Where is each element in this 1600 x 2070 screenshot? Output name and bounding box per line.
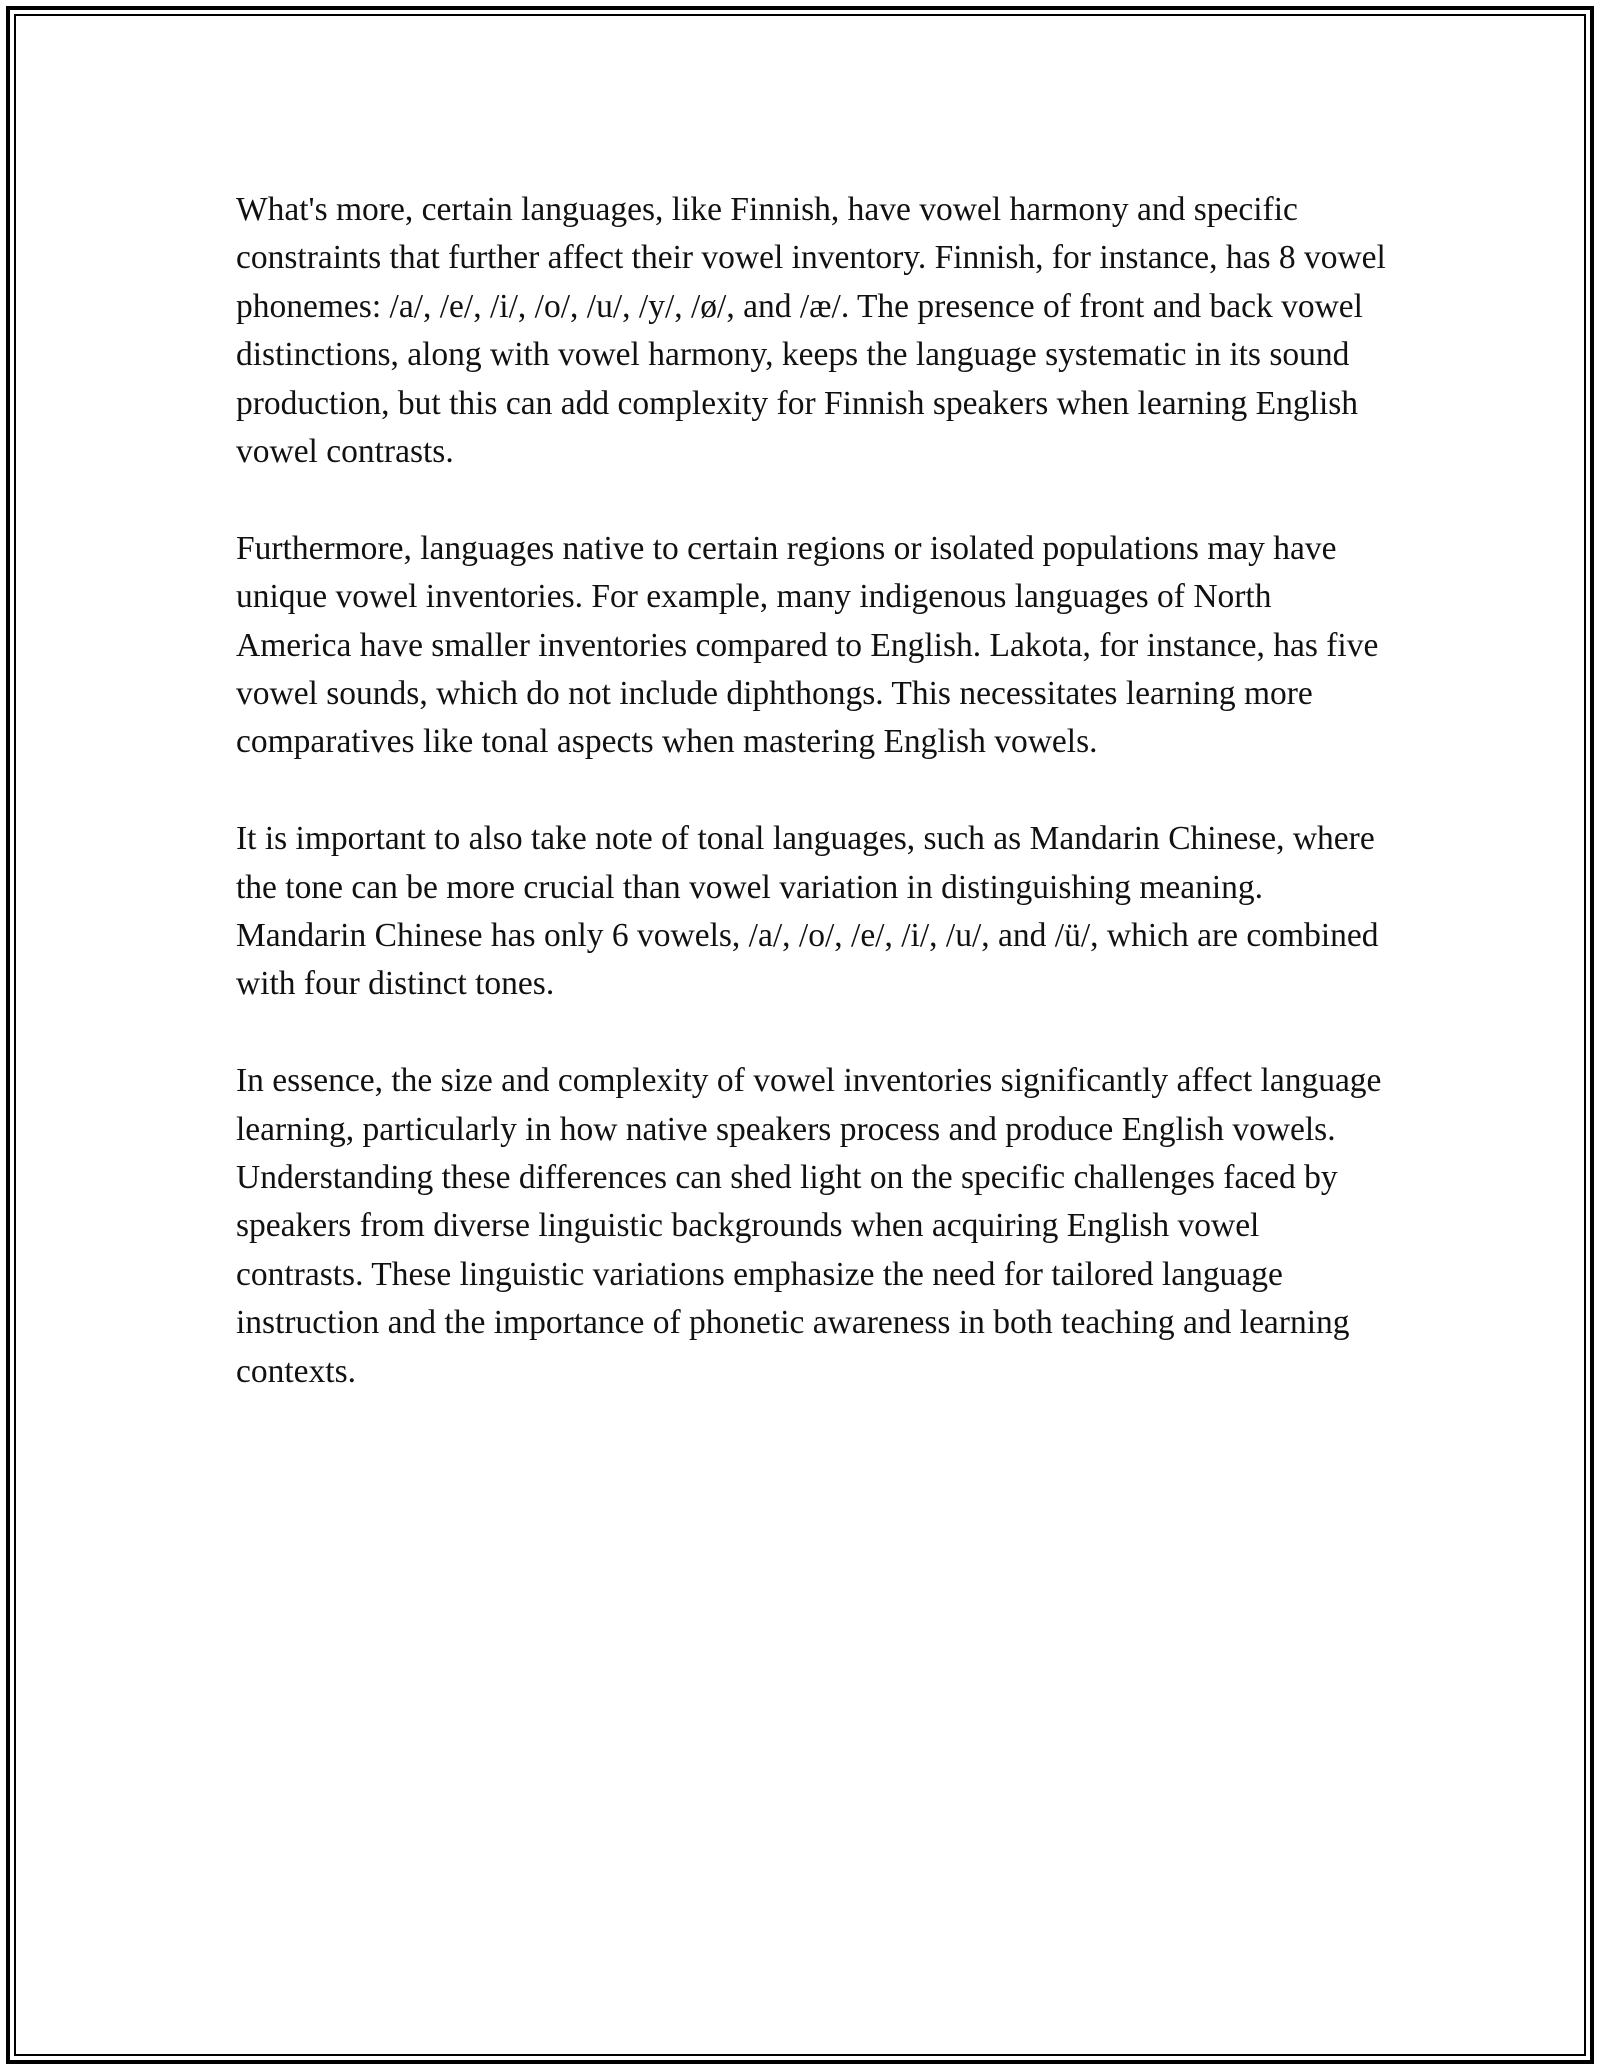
document-body: [236, 186, 1386, 1445]
paragraph-indigenous: Furthermore, languages native to certain regions or isolated populations may have unique vowel inventories. For example, many indigenous languages of North America have smaller inventories compared to English. Lakota, for instance, has five vowel sounds, which do not include diphthongs. This necessitates learning more comparatives like tonal aspects when mastering English vowels.: [236, 529, 1379, 761]
paragraph-tonal: It is important to also take note of tonal languages, such as Mandarin Chinese, where the tone can be more crucial than vowel variation in distinguishing meaning. Mandarin Chinese has only 6 vowels, /a/, /o/, /e/, /i/, /u/, and /ü/, which are combined with four distinct tones.: [236, 820, 1379, 1003]
paragraph-conclusion: In essence, the size and complexity of vowel inventories significantly affect language learning, particularly in how native speakers process and produce English vowels. Understanding these differences can shed light on the specific challenges faced by speakers from diverse linguistic backgrounds when acquiring English vowel contrasts. These linguistic variations emphasize the need for tailored language instruction and the importance of phonetic awareness in both teaching and learning contexts.: [236, 1062, 1382, 1390]
paragraph-finnish: What's more, certain languages, like Finnish, have vowel harmony and specific constraints that further affect their vowel inventory. Finnish, for instance, has 8 vowel phonemes: /a/, /e/, /i/, /o/, /u/, /y/, /ø/, and /æ/. The presence of front and back vowel distinctions, along with vowel harmony, keeps the language systematic in its sound production, but this can add complexity for Finnish speakers when learning English vowel contrasts.: [236, 191, 1386, 471]
